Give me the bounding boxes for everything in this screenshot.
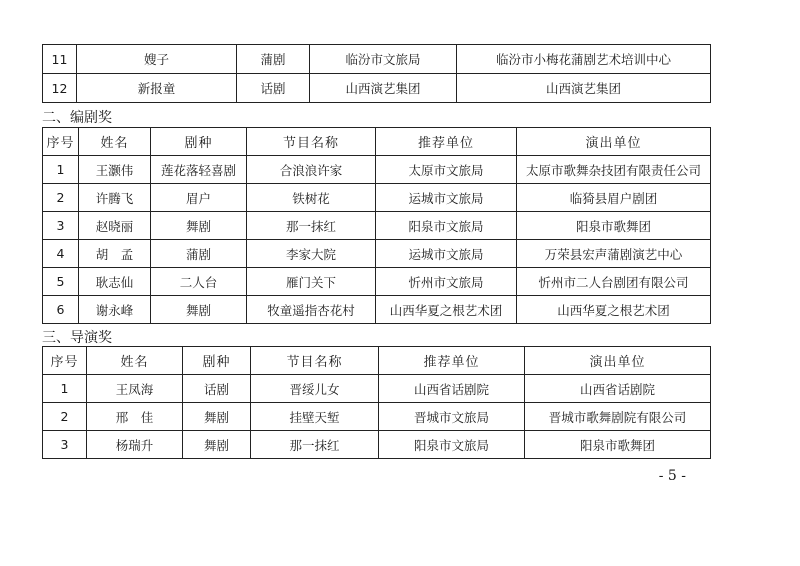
table-row (43, 240, 711, 268)
cell-perform: 山西华夏之根艺术团 (517, 296, 711, 324)
cell-no: 2 (43, 403, 87, 431)
table-row (43, 268, 711, 296)
cell-name: 王灏伟 (79, 156, 151, 184)
page-number: - 5 - (658, 468, 686, 484)
cell-recommend: 山西省话剧院 (379, 375, 525, 403)
cell-program: 雁门关下 (247, 268, 376, 296)
table-continued (42, 44, 711, 103)
cell-program: 牧童遥指杏花村 (247, 296, 376, 324)
cell-perform: 阳泉市歌舞团 (525, 431, 711, 459)
table-screenwriter-award (42, 127, 711, 324)
cell-no: 1 (43, 156, 79, 184)
cell-perform: 山西演艺集团 (457, 74, 711, 103)
cell-no: 2 (43, 184, 79, 212)
table-row (43, 431, 711, 459)
cell-recommend: 运城市文旅局 (376, 240, 517, 268)
cell-name: 胡 孟 (79, 240, 151, 268)
cell-no: 4 (43, 240, 79, 268)
table-row (43, 212, 711, 240)
header-genre: 剧种 (183, 347, 251, 375)
cell-perform: 临汾市小梅花蒲剧艺术培训中心 (457, 45, 711, 74)
cell-genre: 舞剧 (183, 403, 251, 431)
cell-perform: 临猗县眉户剧团 (517, 184, 711, 212)
cell-genre: 二人台 (151, 268, 247, 296)
header-program: 节目名称 (247, 128, 376, 156)
cell-name: 赵晓丽 (79, 212, 151, 240)
cell-no: 11 (43, 45, 77, 74)
table-row (43, 184, 711, 212)
header-perform: 演出单位 (525, 347, 711, 375)
cell-recommend: 忻州市文旅局 (376, 268, 517, 296)
cell-recommend: 运城市文旅局 (376, 184, 517, 212)
cell-program: 晋绥儿女 (251, 375, 379, 403)
cell-program: 那一抹红 (247, 212, 376, 240)
cell-name: 王凤海 (87, 375, 183, 403)
section-title-director: 三、导演奖 (42, 330, 112, 346)
table-row (43, 296, 711, 324)
cell-name: 嫂子 (77, 45, 237, 74)
cell-genre: 话剧 (237, 74, 310, 103)
header-perform: 演出单位 (517, 128, 711, 156)
cell-recommend: 山西演艺集团 (310, 74, 457, 103)
cell-name: 新报童 (77, 74, 237, 103)
table-director-award (42, 346, 711, 459)
table-header-row (43, 128, 711, 156)
header-recommend: 推荐单位 (379, 347, 525, 375)
cell-name: 邢 佳 (87, 403, 183, 431)
cell-program: 李家大院 (247, 240, 376, 268)
cell-no: 6 (43, 296, 79, 324)
cell-perform: 阳泉市歌舞团 (517, 212, 711, 240)
header-no: 序号 (43, 347, 87, 375)
cell-recommend: 临汾市文旅局 (310, 45, 457, 74)
header-name: 姓名 (79, 128, 151, 156)
section-title-screenwriter: 二、编剧奖 (42, 110, 112, 126)
cell-no: 12 (43, 74, 77, 103)
cell-genre: 舞剧 (151, 296, 247, 324)
cell-perform: 晋城市歌舞剧院有限公司 (525, 403, 711, 431)
cell-perform: 太原市歌舞杂技团有限责任公司 (517, 156, 711, 184)
cell-genre: 蒲剧 (151, 240, 247, 268)
table-row (43, 45, 711, 74)
cell-recommend: 阳泉市文旅局 (376, 212, 517, 240)
cell-perform: 山西省话剧院 (525, 375, 711, 403)
cell-recommend: 晋城市文旅局 (379, 403, 525, 431)
cell-recommend: 阳泉市文旅局 (379, 431, 525, 459)
cell-genre: 眉户 (151, 184, 247, 212)
cell-perform: 万荣县宏声蒲剧演艺中心 (517, 240, 711, 268)
header-genre: 剧种 (151, 128, 247, 156)
table-row (43, 156, 711, 184)
cell-genre: 舞剧 (151, 212, 247, 240)
table-row (43, 74, 711, 103)
table-row (43, 403, 711, 431)
table-row (43, 375, 711, 403)
header-name: 姓名 (87, 347, 183, 375)
cell-genre: 舞剧 (183, 431, 251, 459)
cell-name: 许腾飞 (79, 184, 151, 212)
header-recommend: 推荐单位 (376, 128, 517, 156)
cell-name: 耿志仙 (79, 268, 151, 296)
cell-perform: 忻州市二人台剧团有限公司 (517, 268, 711, 296)
header-program: 节目名称 (251, 347, 379, 375)
cell-genre: 蒲剧 (237, 45, 310, 74)
header-no: 序号 (43, 128, 79, 156)
cell-no: 3 (43, 212, 79, 240)
cell-name: 谢永峰 (79, 296, 151, 324)
cell-program: 那一抹红 (251, 431, 379, 459)
cell-genre: 话剧 (183, 375, 251, 403)
cell-recommend: 太原市文旅局 (376, 156, 517, 184)
cell-no: 5 (43, 268, 79, 296)
cell-program: 合浪浪许家 (247, 156, 376, 184)
cell-program: 挂壁天堑 (251, 403, 379, 431)
cell-no: 3 (43, 431, 87, 459)
cell-program: 铁树花 (247, 184, 376, 212)
cell-name: 杨瑞升 (87, 431, 183, 459)
cell-recommend: 山西华夏之根艺术团 (376, 296, 517, 324)
cell-no: 1 (43, 375, 87, 403)
table-header-row (43, 347, 711, 375)
cell-genre: 莲花落轻喜剧 (151, 156, 247, 184)
